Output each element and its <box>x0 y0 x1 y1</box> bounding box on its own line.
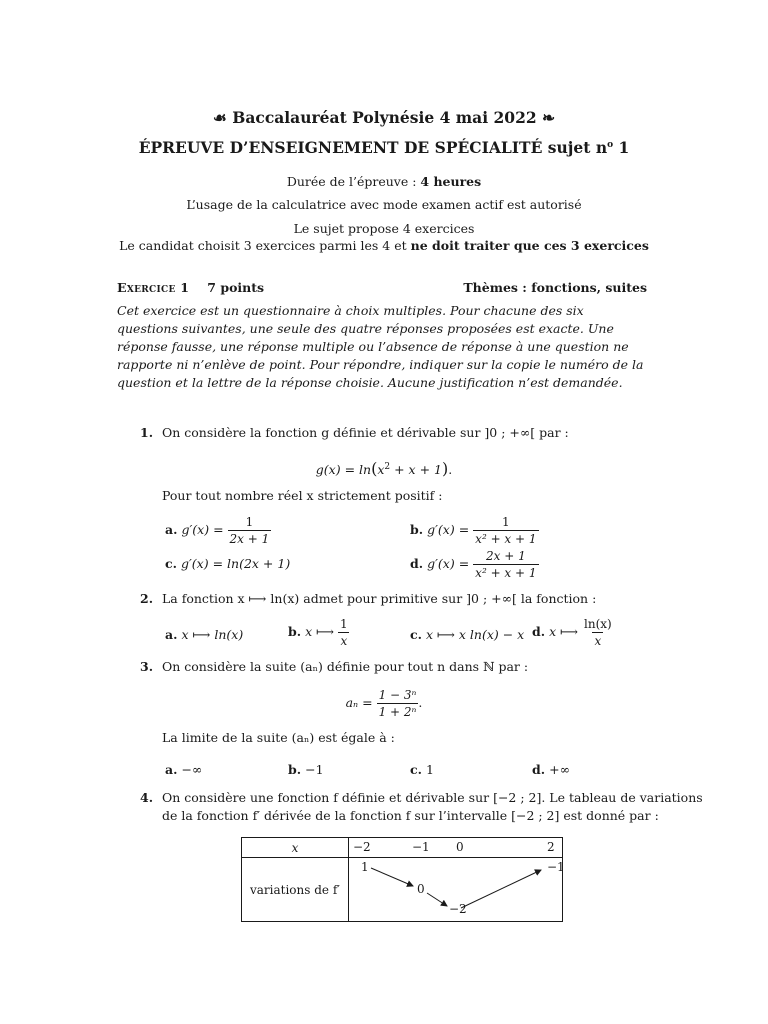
q1-prompt: Pour tout nombre réel x strictement positif : <box>162 488 443 503</box>
fraction: $\frac{\ln(x)}{x}$ <box>584 617 612 648</box>
exercise-points: 7 points <box>207 280 265 295</box>
q3-formula: aₙ = $\frac{\text{1 − 3ⁿ}}{\text{1 + 2ⁿ}}$ . <box>345 688 423 719</box>
fraction: $\frac{1}{2x + 1}$ <box>229 515 270 546</box>
fraction: $\frac{\text{1 − 3ⁿ}}{\text{1 + 2ⁿ}}$ <box>378 688 417 719</box>
variation-table <box>241 837 563 922</box>
q3-option-d[interactable]: d. +∞ <box>532 762 570 777</box>
question-4: 4. On considère une fonction f définie et dérivable sur [−2 ; 2]. Le tableau de variations <box>140 790 703 805</box>
q3-prompt: La limite de la suite (aₙ) est égale à : <box>162 730 395 745</box>
fraction: $\frac{1}{x}$ <box>340 617 348 648</box>
question-1: 1. On considère la fonction g définie et dérivable sur ]0 ; +∞[ par : <box>140 425 569 440</box>
exercise-header <box>117 280 647 295</box>
q1-option-c[interactable]: c. g′(x) = ln(2x + 1) <box>165 556 291 571</box>
table-row-label: variations de f′ <box>242 858 349 922</box>
fraction: $\frac{2x + 1}{\text{x² + x + 1}}$ <box>475 549 537 580</box>
variation-arrows <box>349 858 569 922</box>
exercise-themes: Thèmes : fonctions, suites <box>463 280 647 295</box>
document-subtitle: ÉPREUVE D’ENSEIGNEMENT DE SPÉCIALITÉ sujet $n^o$ 1 <box>138 138 630 157</box>
calculator-line: L’usage de la calculatrice avec mode examen actif est autorisé <box>186 197 582 212</box>
table-x-header: x <box>242 838 349 858</box>
arrow-up <box>461 870 541 908</box>
table-variations: 1 0 −2 −1 <box>349 858 563 922</box>
q2-option-d[interactable]: d. x ⟼ $\frac{\ln(x)}{x}$ <box>532 617 612 648</box>
arrow-down-2 <box>427 893 447 906</box>
fraction: $\frac{1}{\text{x² + x + 1}}$ <box>475 515 537 546</box>
q2-option-b[interactable]: b. x ⟼ $\frac{1}{x}$ <box>288 617 348 648</box>
document-title <box>0 108 768 127</box>
q1-option-d[interactable]: d. g′(x) = $\frac{2x + 1}{\text{x² + x + 1}}$ <box>410 549 537 580</box>
exercise-intro: Cet exercice est un questionnaire à choix multiples. Pour chacune des six questions suivantes, une seule des quatre réponses proposées est exacte. Une réponse fausse, une réponse multiple ou l’absence de réponse à une question ne rapporte ni n’enlève de point. Pour répondre, indiquer sur la copie le numéro de la question et la lettre de la réponse choisie. Aucune justification n’est demandée. <box>117 303 644 390</box>
q3-option-b[interactable]: b. −1 <box>288 762 324 777</box>
question-3: 3. On considère la suite (aₙ) définie pour tout n dans ℕ par : <box>140 659 529 674</box>
exercise-label: Exercice 1 <box>117 280 190 295</box>
q3-option-a[interactable]: a. −∞ <box>165 762 203 777</box>
title-text: Baccalauréat Polynésie 4 mai 2022 <box>232 108 537 127</box>
q1-option-b[interactable]: b. g′(x) = $\frac{1}{\text{x² + x + 1}}$ <box>410 515 537 546</box>
arrow-down-1 <box>371 868 413 886</box>
exercises-count-line: Le sujet propose 4 exercices <box>293 221 475 236</box>
q3-option-c[interactable]: c. 1 <box>410 762 434 777</box>
choice-line: Le candidat choisit 3 exercices parmi les 4 et ne doit traiter que ces 3 exercices <box>119 238 649 253</box>
q2-option-a[interactable]: a. x ⟼ ln(x) <box>165 627 244 642</box>
q1-option-a[interactable]: a. g′(x) = $\frac{1}{2x + 1}$ <box>165 515 270 546</box>
question-4-line2: de la fonction f′ dérivée de la fonction f sur l’intervalle [−2 ; 2] est donné par : <box>162 808 659 823</box>
q2-option-c[interactable]: c. x ⟼ x ln(x) − x <box>410 627 525 642</box>
table-x-values: −2 −1 0 2 <box>349 838 563 858</box>
duration-line: Durée de l’épreuve : 4 heures <box>286 174 482 189</box>
q1-formula: $g(x) = \ln(x^2 + x + 1)$. <box>315 459 453 478</box>
ornament-left-icon: ☙ <box>212 108 227 127</box>
question-2: 2. La fonction x ⟼ ln(x) admet pour primitive sur ]0 ; +∞[ la fonction : <box>140 591 597 606</box>
ornament-right-icon: ❧ <box>542 108 556 127</box>
